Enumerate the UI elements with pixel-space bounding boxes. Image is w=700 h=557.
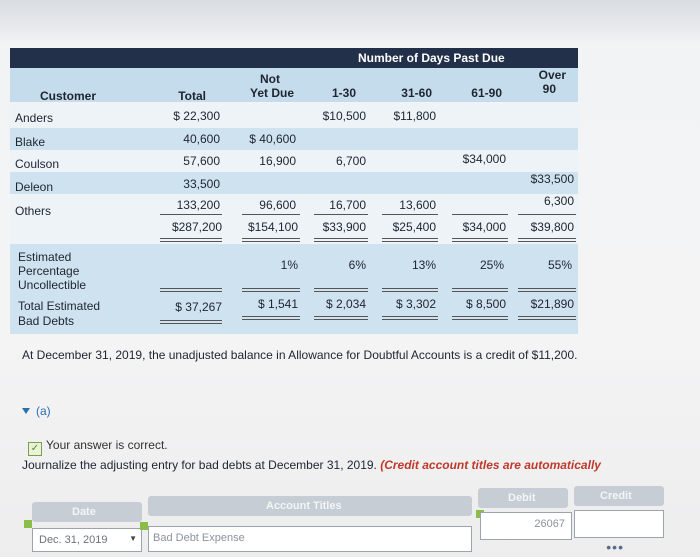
column-debit: Debit bbox=[508, 492, 536, 504]
rule bbox=[160, 214, 222, 215]
table-cell-not-yet-due: $ 40,600 bbox=[249, 132, 296, 146]
rule bbox=[518, 214, 576, 215]
double-rule bbox=[314, 288, 368, 292]
pct-over-90: 55% bbox=[547, 258, 572, 272]
table-row-customer: Blake bbox=[15, 135, 46, 149]
double-rule bbox=[382, 316, 438, 320]
double-rule bbox=[382, 238, 438, 242]
instruction bbox=[22, 458, 601, 472]
table-cell-over-90: $33,500 bbox=[530, 172, 574, 186]
table-cell-total: 40,600 bbox=[183, 132, 220, 146]
table-cell-31-60: 13,600 bbox=[399, 198, 436, 212]
totals-total: $287,200 bbox=[171, 220, 222, 234]
totals-31-60: $25,400 bbox=[392, 220, 436, 234]
table-row-customer: Deleon bbox=[15, 180, 54, 194]
pct-not-yet-due: 1% bbox=[280, 258, 298, 272]
table-cell-1-30: $10,500 bbox=[322, 109, 366, 123]
table-row-customer: Anders bbox=[15, 111, 54, 125]
table-cell-total: 133,200 bbox=[176, 198, 220, 212]
table-row-customer: Others bbox=[15, 204, 52, 218]
instruction-main: Journalize the adjusting entry for bad debts at December 31, 2019. bbox=[22, 458, 381, 472]
check-marker-icon bbox=[24, 520, 32, 528]
section-label: (a) bbox=[36, 404, 51, 418]
table-cell-total: 33,500 bbox=[183, 177, 220, 191]
header-date-cell bbox=[32, 502, 142, 522]
double-rule bbox=[160, 238, 222, 242]
row-band bbox=[10, 172, 578, 194]
rule bbox=[314, 214, 368, 215]
double-rule bbox=[518, 288, 576, 292]
bad-debt-not-yet-due: $ 1,541 bbox=[257, 297, 298, 311]
header-61-90: 61-90 bbox=[471, 86, 502, 100]
double-rule bbox=[160, 288, 222, 292]
debit-input[interactable] bbox=[480, 512, 572, 540]
double-rule bbox=[160, 320, 222, 324]
header-credit-cell bbox=[574, 486, 664, 506]
rule bbox=[382, 214, 438, 215]
header-customer: Customer bbox=[40, 89, 97, 103]
chevron-down-icon: ▼ bbox=[129, 534, 137, 543]
account-title-input[interactable] bbox=[148, 526, 472, 552]
journal-entry-table bbox=[22, 482, 700, 557]
debit-value: 26067 bbox=[534, 518, 565, 530]
more-icon[interactable]: ••• bbox=[606, 539, 624, 555]
header-not-yet-due-2: Yet Due bbox=[249, 86, 294, 100]
bad-debt-over-90: $21,890 bbox=[530, 297, 574, 311]
bad-debt-31-60: $ 3,302 bbox=[395, 297, 436, 311]
feedback-text: Your answer is correct. bbox=[46, 438, 168, 452]
double-rule bbox=[452, 316, 508, 320]
credit-input[interactable] bbox=[574, 510, 664, 538]
totals-over-90: $39,800 bbox=[530, 220, 574, 234]
rule bbox=[242, 214, 300, 215]
totals-61-90: $34,000 bbox=[462, 220, 506, 234]
bad-debt-label-2: Bad Debts bbox=[18, 314, 75, 328]
pct-label-3: Uncollectible bbox=[18, 278, 87, 292]
rule bbox=[452, 214, 508, 215]
column-date: Date bbox=[72, 506, 96, 518]
double-rule bbox=[518, 316, 576, 320]
feedback-row bbox=[28, 438, 168, 456]
double-rule bbox=[382, 288, 438, 292]
bad-debt-1-30: $ 2,034 bbox=[325, 297, 366, 311]
header-1-30: 1-30 bbox=[331, 86, 356, 100]
double-rule bbox=[452, 238, 508, 242]
table-cell-1-30: 6,700 bbox=[335, 154, 366, 168]
problem-statement: At December 31, 2019, the unadjusted balance in Allowance for Doubtful Accounts is a credit of $11,200. bbox=[22, 348, 578, 362]
header-over-2: 90 bbox=[542, 82, 556, 96]
table-row-customer: Coulson bbox=[15, 157, 60, 171]
pct-label-1: Estimated bbox=[18, 250, 72, 264]
double-rule bbox=[452, 288, 508, 292]
pct-label-2: Percentage bbox=[18, 264, 80, 278]
table-cell-61-90: $34,000 bbox=[462, 152, 506, 166]
bad-debt-total: $ 37,267 bbox=[175, 300, 222, 314]
bad-debt-61-90: $ 8,500 bbox=[465, 297, 506, 311]
top-strip bbox=[0, 0, 700, 40]
column-account: Account Titles bbox=[266, 500, 342, 512]
chevron-down-icon bbox=[22, 408, 30, 414]
header-over-1: Over bbox=[538, 68, 566, 82]
bad-debt-label-1: Total Estimated bbox=[18, 299, 101, 313]
header-total: Total bbox=[178, 89, 206, 103]
double-rule bbox=[314, 238, 368, 242]
instruction-note: (Credit account titles are automatically bbox=[380, 458, 601, 472]
pct-1-30: 6% bbox=[348, 258, 366, 272]
date-select[interactable] bbox=[32, 528, 142, 552]
date-value: Dec. 31, 2019 bbox=[39, 534, 108, 546]
check-icon: ✓ bbox=[28, 442, 42, 456]
row-band bbox=[10, 104, 578, 128]
header-not-yet-due-1: Not bbox=[260, 72, 280, 86]
aging-title: Number of Days Past Due bbox=[358, 51, 505, 65]
double-rule bbox=[242, 288, 300, 292]
section-a-toggle[interactable] bbox=[22, 404, 51, 418]
table-cell-total: 57,600 bbox=[183, 154, 220, 168]
account-value: Bad Debt Expense bbox=[153, 532, 245, 544]
column-credit: Credit bbox=[600, 490, 632, 502]
pct-31-60: 13% bbox=[411, 258, 436, 272]
table-cell-not-yet-due: 16,900 bbox=[259, 154, 296, 168]
table-cell-total: $ 22,300 bbox=[173, 109, 220, 123]
header-debit-cell bbox=[478, 488, 568, 508]
double-rule bbox=[242, 316, 300, 320]
table-cell-over-90: 6,300 bbox=[543, 194, 574, 208]
header-31-60: 31-60 bbox=[401, 86, 432, 100]
double-rule bbox=[518, 238, 576, 242]
header-account-cell bbox=[148, 496, 472, 516]
double-rule bbox=[314, 316, 368, 320]
check-marker-icon bbox=[140, 522, 148, 530]
table-cell-31-60: $11,800 bbox=[393, 109, 436, 123]
pct-61-90: 25% bbox=[479, 258, 504, 272]
table-cell-1-30: 16,700 bbox=[329, 198, 366, 212]
totals-1-30: $33,900 bbox=[322, 220, 366, 234]
aging-table bbox=[10, 48, 578, 338]
double-rule bbox=[242, 238, 300, 242]
totals-not-yet-due: $154,100 bbox=[247, 220, 298, 234]
table-cell-not-yet-due: 96,600 bbox=[259, 198, 296, 212]
